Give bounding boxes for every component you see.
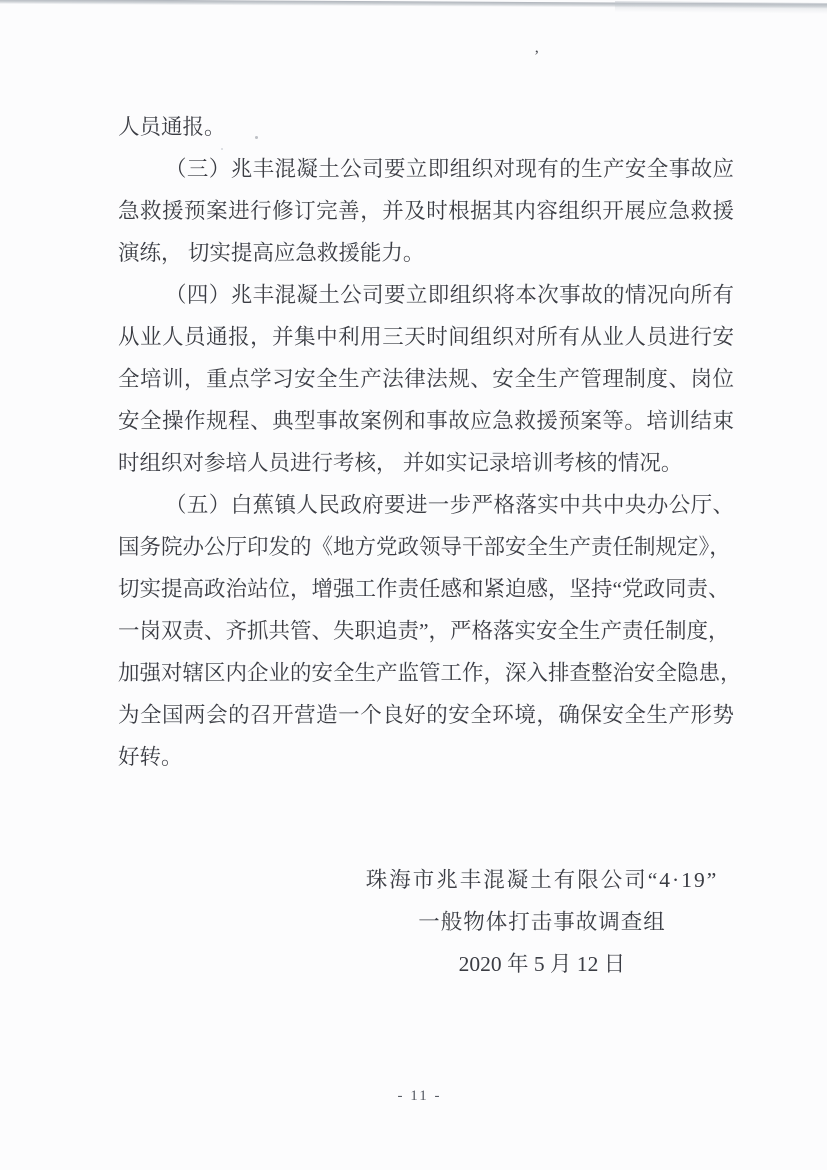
document-body [118,106,742,778]
text-line: 切实提高政治站位，增强工作责任感和紧迫感，坚持“党政同责、 [118,577,730,601]
page-number: - 11 - [397,1088,442,1104]
scan-edge-wedge-artifact [615,1,827,14]
text-line: 人员通报。 [118,115,226,139]
text-line: 安全操作规程、典型事故案例和事故应急救援预案等。培训结束 [118,409,734,433]
signature-company-line: 珠海市兆丰混凝土有限公司“4·19” [365,868,719,892]
signature-team-line: 一般物体打击事故调查组 [418,910,666,934]
stray-ink-mark: ’ [534,48,540,65]
text-line: 急救援预案进行修订完善，并及时根据其内容组织开展应急救援 [118,199,734,223]
signature-date-line: 2020 年 5 月 12 日 [458,952,626,976]
text-line: （四）兆丰混凝土公司要立即组织将本次事故的情况向所有 [165,283,734,307]
text-line: 全培训，重点学习安全生产法律法规、安全生产管理制度、岗位 [118,367,734,391]
signature-block [302,859,782,985]
text-line: （三）兆丰混凝土公司要立即组织对现有的生产安全事故应 [165,157,734,181]
text-line: 好转。 [118,745,183,769]
text-line: 从业人员通报，并集中利用三天时间组织对所有从业人员进行安 [118,325,734,349]
text-line: 时组织对参培人员进行考核， 并如实记录培训考核的情况。 [118,451,683,475]
text-line: 演练， 切实提高应急救援能力。 [118,241,425,265]
text-line: 一岗双责、齐抓共管、失职追责”，严格落实安全生产责任制度， [118,619,730,643]
text-line: 加强对辖区内企业的安全生产监管工作，深入排查整治安全隐患， [118,661,742,685]
text-line: 为全国两会的召开营造一个良好的安全环境，确保安全生产形势 [118,703,734,727]
text-line: 国务院办公厅印发的《地方党政领导干部安全生产责任制规定》， [118,535,731,559]
text-line: （五）白蕉镇人民政府要进一步严格落实中共中央办公厅、 [165,493,734,517]
